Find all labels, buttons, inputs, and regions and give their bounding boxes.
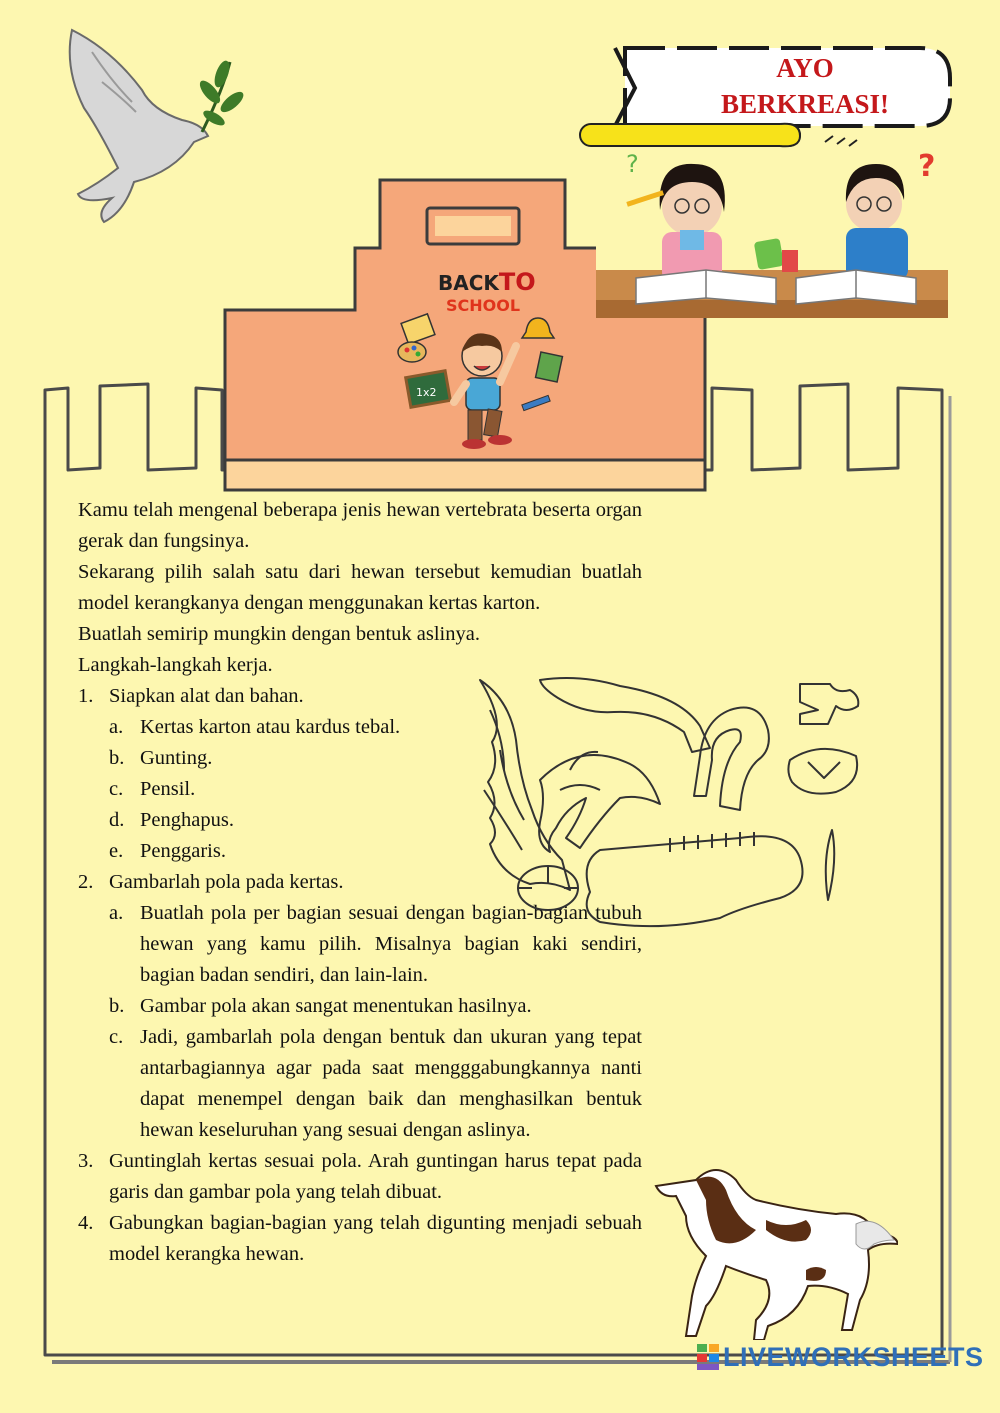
step-text: Gabungkan bagian-bagian yang telah digunting menjadi sebuah model kerangka hewan.: [109, 1212, 642, 1265]
logo-text: LIVEWORKSHEETS: [723, 1341, 984, 1372]
sticker-to-text: TO: [498, 268, 536, 296]
sub-text: Buatlah pola per bagian sesuai dengan bagian-bagian tubuh hewan yang kamu pilih. Misalnya bagian kaki sendiri, bagian badan sendiri, dan lain-lain.: [140, 902, 642, 986]
step-text: Gambarlah pola pada kertas.: [109, 871, 344, 893]
banner-line-1: AYO: [776, 53, 834, 83]
step-number: 4.: [78, 1212, 94, 1234]
intro-paragraph-2: Sekarang pilih salah satu dari hewan tersebut kemudian buatlah model kerangkanya dengan menggunakan kertas karton.: [78, 561, 642, 614]
sub-text: Gambar pola akan sangat menentukan hasilnya.: [140, 995, 532, 1017]
chalkboard-text: 1x2: [416, 386, 437, 399]
kids-studying-photo: [596, 150, 948, 318]
sub-letter: e.: [109, 840, 124, 862]
sub-text: Gunting.: [140, 747, 213, 769]
step-text: Siapkan alat dan bahan.: [109, 685, 304, 707]
running-horse-illustration: [636, 1160, 898, 1340]
intro-paragraph-1: Kamu telah mengenal beberapa jenis hewan vertebrata beserta organ gerak dan fungsinya.: [78, 499, 642, 552]
sub-letter: a.: [109, 716, 124, 738]
step-4: [78, 1208, 642, 1270]
banner-title: [690, 50, 920, 122]
step-number: 1.: [78, 685, 94, 707]
sticker-back-text: BACK: [438, 271, 499, 295]
liveworksheets-logo: [697, 1340, 984, 1374]
sub-text: Penggaris.: [140, 840, 226, 862]
sticker-school-text: SCHOOL: [446, 296, 521, 315]
sub-letter: a.: [109, 902, 124, 924]
boy-student-icon: [390, 312, 565, 462]
step-text: Guntinglah kertas sesuai pola. Arah guntingan harus tepat pada garis dan gambar pola yang telah dibuat.: [109, 1150, 642, 1203]
sub-letter: c.: [109, 1026, 124, 1048]
sub-letter: c.: [109, 778, 124, 800]
banner-line-2: BERKREASI!: [720, 89, 890, 119]
back-to-school-sticker: [390, 262, 565, 462]
sub-text: Pensil.: [140, 778, 196, 800]
dove-with-olive-branch: [62, 22, 252, 232]
sub-text: Jadi, gambarlah pola dengan bentuk dan ukuran yang tepat antarbagiannya agar pada saat mengggabungkannya nanti dapat menempel dengan baik dan menghasilkan bentuk hewan keseluruhan yang sesuai dengan aslinya.: [140, 1026, 642, 1141]
sub-letter: b.: [109, 995, 125, 1017]
sub-letter: d.: [109, 809, 125, 831]
sub-letter: b.: [109, 747, 125, 769]
intro-paragraph-4: Langkah-langkah kerja.: [78, 654, 273, 676]
sub-item: [109, 991, 642, 1022]
step-number: 2.: [78, 871, 94, 893]
sub-item: [109, 1022, 642, 1146]
logo-mark-icon: [697, 1342, 719, 1372]
svg-text:?: ?: [918, 150, 936, 184]
step-3: [78, 1146, 642, 1208]
sub-text: Penghapus.: [140, 809, 234, 831]
step-number: 3.: [78, 1150, 94, 1172]
horse-pattern-pieces: [460, 670, 870, 940]
sub-text: Kertas karton atau kardus tebal.: [140, 716, 401, 738]
svg-text:?: ?: [626, 150, 639, 178]
intro-paragraph-3: Buatlah semirip mungkin dengan bentuk aslinya.: [78, 623, 480, 645]
